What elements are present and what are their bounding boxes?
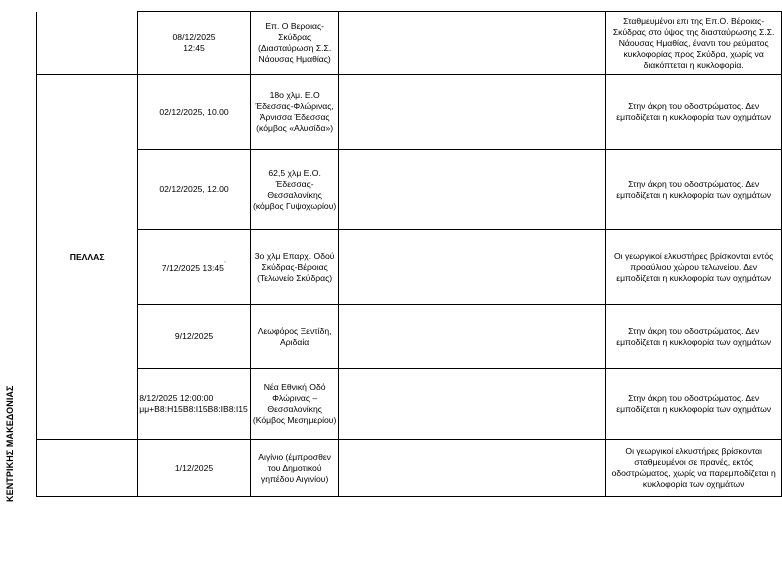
location-cell: 18ο χλμ. Ε.Ο Έδεσσας-Φλώρινας, Άρνισσα Έδεσσας (κόμβος «Αλυσίδα»): [250, 75, 339, 150]
notes-cell: [339, 230, 606, 305]
date-text: 7/12/2025 13:45: [161, 262, 224, 273]
status-cell: Στην άκρη του οδοστρώματος. Δεν εμποδίζεται η κυκλοφορία των οχημάτων: [606, 75, 782, 150]
region-label: [3, 385, 17, 502]
table-row: [37, 12, 782, 75]
notes-cell: [339, 305, 606, 369]
prefecture-cell: [37, 12, 138, 75]
location-cell: 62,5 χλμ Ε.Ο. Έδεσσας-Θεσσαλονίκης (κόμβος Γυψοχωρίου): [250, 150, 339, 230]
table-row: [37, 440, 782, 497]
status-cell: Στην άκρη του οδοστρώματος. Δεν εμποδίζεται η κυκλοφορία των οχημάτων: [606, 150, 782, 230]
location-cell: Λεωφόρος Ξεντίδη, Αριδαία: [250, 305, 339, 369]
date-mark: `: [223, 262, 227, 270]
date-cell: 02/12/2025, 12.00: [138, 150, 251, 230]
notes-cell: [339, 440, 606, 497]
status-cell: Σταθμευμένοι επι της Επ.Ο. Βέροιας-Σκύδρας στο ύψος της διασταύρωσης Σ.Σ. Νάουσας Ημαθίας, έναντι του ρεύματος κυκλοφορίας προς Σκύδρα, χωρίς να διακόπτεται η κυκλοφορία.: [606, 12, 782, 75]
status-cell: Στην άκρη του οδοστρώματος. Δεν εμποδίζεται η κυκλοφορία των οχημάτων: [606, 369, 782, 440]
location-cell: Επ. Ο Βεροιας-Σκύδρας (Διασταύρωση Σ.Σ. Νάουσας Ημαθίας): [250, 12, 339, 75]
date-cell: 8/12/2025 12:00:00 μμ+B8:H15B8:I15B8:IB8:I15: [138, 369, 251, 440]
date-cell: 08/12/2025 12:45: [138, 12, 251, 75]
location-cell: Νέα Εθνική Οδό Φλώρινας – Θεσσαλονίκης (Κόμβος Μεσημερίου): [250, 369, 339, 440]
date-cell: 02/12/2025, 10.00: [138, 75, 251, 150]
prefecture-cell: ΠΕΛΛΑΣ: [37, 75, 138, 440]
location-cell: Αιγίνιο (έμπροσθεν του Δημοτικού γηπέδου Αιγινίου): [250, 440, 339, 497]
notes-cell: [339, 75, 606, 150]
region-name: ΚΕΝΤΡΙΚΗΣ ΜΑΚΕΔΟΝΙΑΣ: [5, 385, 15, 502]
table-row: [37, 150, 782, 230]
date-cell: 9/12/2025: [138, 305, 251, 369]
date-cell: [138, 230, 251, 305]
status-cell: Οι γεωργικοί ελκυστήρες βρίσκονται σταθμευμένοι σε πρανές, εκτός οδοστρώματος, χωρίς να παρεμποδίζεται η κυκλοφορία των οχημάτων: [606, 440, 782, 497]
status-cell: Στην άκρη του οδοστρώματος. Δεν εμποδίζεται η κυκλοφορία των οχημάτων: [606, 305, 782, 369]
table-row: [37, 369, 782, 440]
prefecture-cell: [37, 440, 138, 497]
notes-cell: [339, 369, 606, 440]
roadblocks-table: [36, 11, 782, 497]
notes-cell: [339, 150, 606, 230]
table-row: [37, 305, 782, 369]
notes-cell: [339, 12, 606, 75]
date-cell: 1/12/2025: [138, 440, 251, 497]
location-cell: 3ο χλμ Επαρχ. Οδού Σκύδρας-Βέροιας (Τελωνείο Σκύδρας): [250, 230, 339, 305]
table-row: [37, 75, 782, 150]
status-cell: Οι γεωργικοί ελκυστήρες βρίσκονται εντός προαύλιου χώρου τελωνείου. Δεν εμποδίζεται η κυκλοφορία των οχημάτων: [606, 230, 782, 305]
table-row: [37, 230, 782, 305]
